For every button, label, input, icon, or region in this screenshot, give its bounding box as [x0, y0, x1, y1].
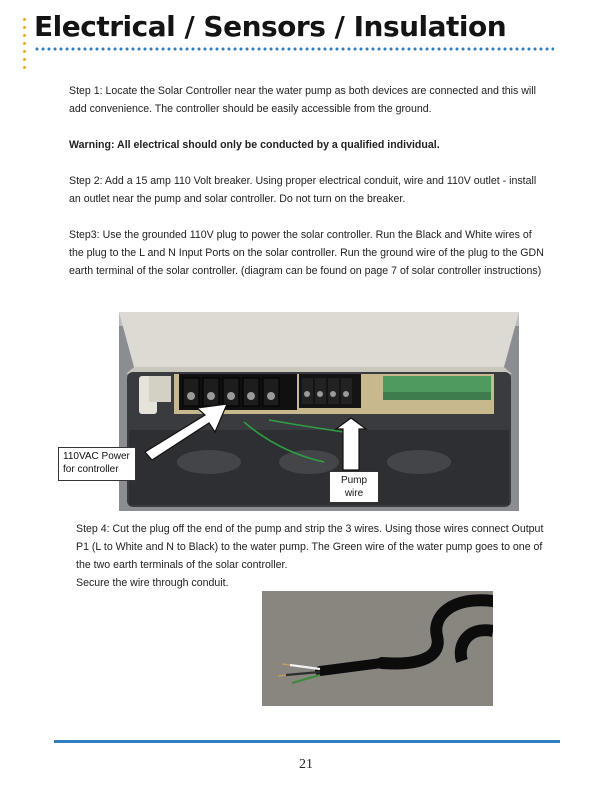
pump-wire-callout-line-1: Pump: [340, 475, 368, 486]
title-dotted-rule: [34, 47, 554, 51]
decorative-dot-column: [23, 18, 27, 74]
pump-wire-photo: [262, 591, 493, 706]
step-4-text: Step 4: Cut the plug off the end of the pump and strip the 3 wires. Using those wires connect Output P1 (L to White and N to Black) to the water pump. The Green wire of the water pump goes to one of the two earth terminals of the solar controller.: [76, 523, 544, 571]
page-number: 21: [299, 757, 313, 772]
pump-wire-callout: [329, 471, 379, 503]
pump-wire-callout-line-2: wire: [344, 488, 364, 499]
controller-wiring-photo: [119, 312, 519, 511]
step-4-block: [76, 520, 546, 592]
step-3-text: Step3: Use the grounded 110V plug to power the solar controller. Run the Black and White wires of the plug to the L and N Input Ports on the solar controller. Run the ground wire of the plug to the GDN earth terminal of the solar controller. (diagram can be found on page 7 of solar controller instructions): [69, 229, 544, 277]
power-callout: 110VAC Power for controller: [58, 447, 136, 481]
step-4-secure-text: Secure the wire through conduit.: [76, 577, 229, 589]
page-title: Electrical / Sensors / Insulation: [34, 10, 507, 43]
step-2-text: Step 2: Add a 15 amp 110 Volt breaker. Using proper electrical conduit, wire and 110V outlet - install an outlet near the pump and solar controller. Do not turn on the breaker.: [69, 175, 537, 205]
warning-text: Warning: All electrical should only be conducted by a qualified individual.: [69, 139, 440, 151]
footer-rule: [54, 740, 560, 743]
step-1-text: Step 1: Locate the Solar Controller near the water pump as both devices are connected and this will add convenience. The controller should be easily accessible from the ground.: [69, 85, 536, 115]
